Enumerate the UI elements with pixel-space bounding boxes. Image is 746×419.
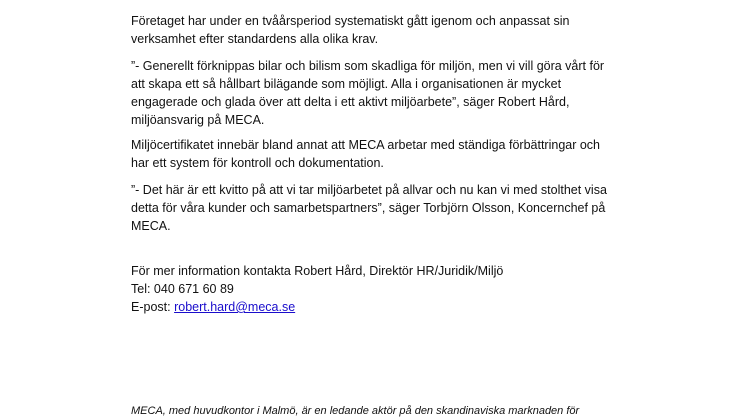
footer-company-description [131, 404, 631, 418]
text-line: att skapa ett så hållbart bilägande som möjligt. Alla i organisationen är mycket [131, 77, 562, 91]
text-line: detta för våra kunder och samarbetspartners”, säger Torbjörn Olsson, Koncernchef på [131, 201, 606, 215]
text-line: ”- Det här är ett kvitto på att vi tar miljöarbetet på allvar och nu kan vi med stolthet visa [131, 183, 607, 197]
email-link[interactable]: robert.hard@meca.se [174, 300, 296, 314]
text-line: MECA. [131, 219, 171, 233]
text-line: MECA, med huvudkontor i Malmö, är en ledande aktör på den skandinaviska marknaden för [131, 405, 580, 417]
text-line: miljöansvarig på MECA. [131, 113, 265, 127]
paragraph-quote-torbjorn-olsson [131, 181, 631, 235]
contact-intro: För mer information kontakta Robert Hård, Direktör HR/Juridik/Miljö [131, 264, 504, 278]
paragraph-quote-robert-hard [131, 57, 631, 129]
text-line: har ett system för kontroll och dokumentation. [131, 156, 384, 170]
contact-block [131, 262, 631, 316]
contact-email-label: E-post: [131, 300, 175, 314]
text-line: Miljöcertifikatet innebär bland annat att MECA arbetar med ständiga förbättringar och [131, 138, 601, 152]
paragraph-certification-intro [131, 12, 631, 48]
text-line: ”- Generellt förknippas bilar och bilism som skadliga för miljön, men vi vill göra vårt för [131, 59, 605, 73]
text-line: verksamhet efter standardens alla olika krav. [131, 32, 379, 46]
contact-phone: Tel: 040 671 60 89 [131, 282, 234, 296]
text-line: Företaget har under en tvåårsperiod systematiskt gått igenom och anpassat sin [131, 14, 570, 28]
contact-email-row [131, 298, 631, 316]
text-line: engagerade och glada över att delta i ett aktivt miljöarbete”, säger Robert Hård, [131, 95, 570, 109]
paragraph-certificate-meaning [131, 136, 631, 172]
